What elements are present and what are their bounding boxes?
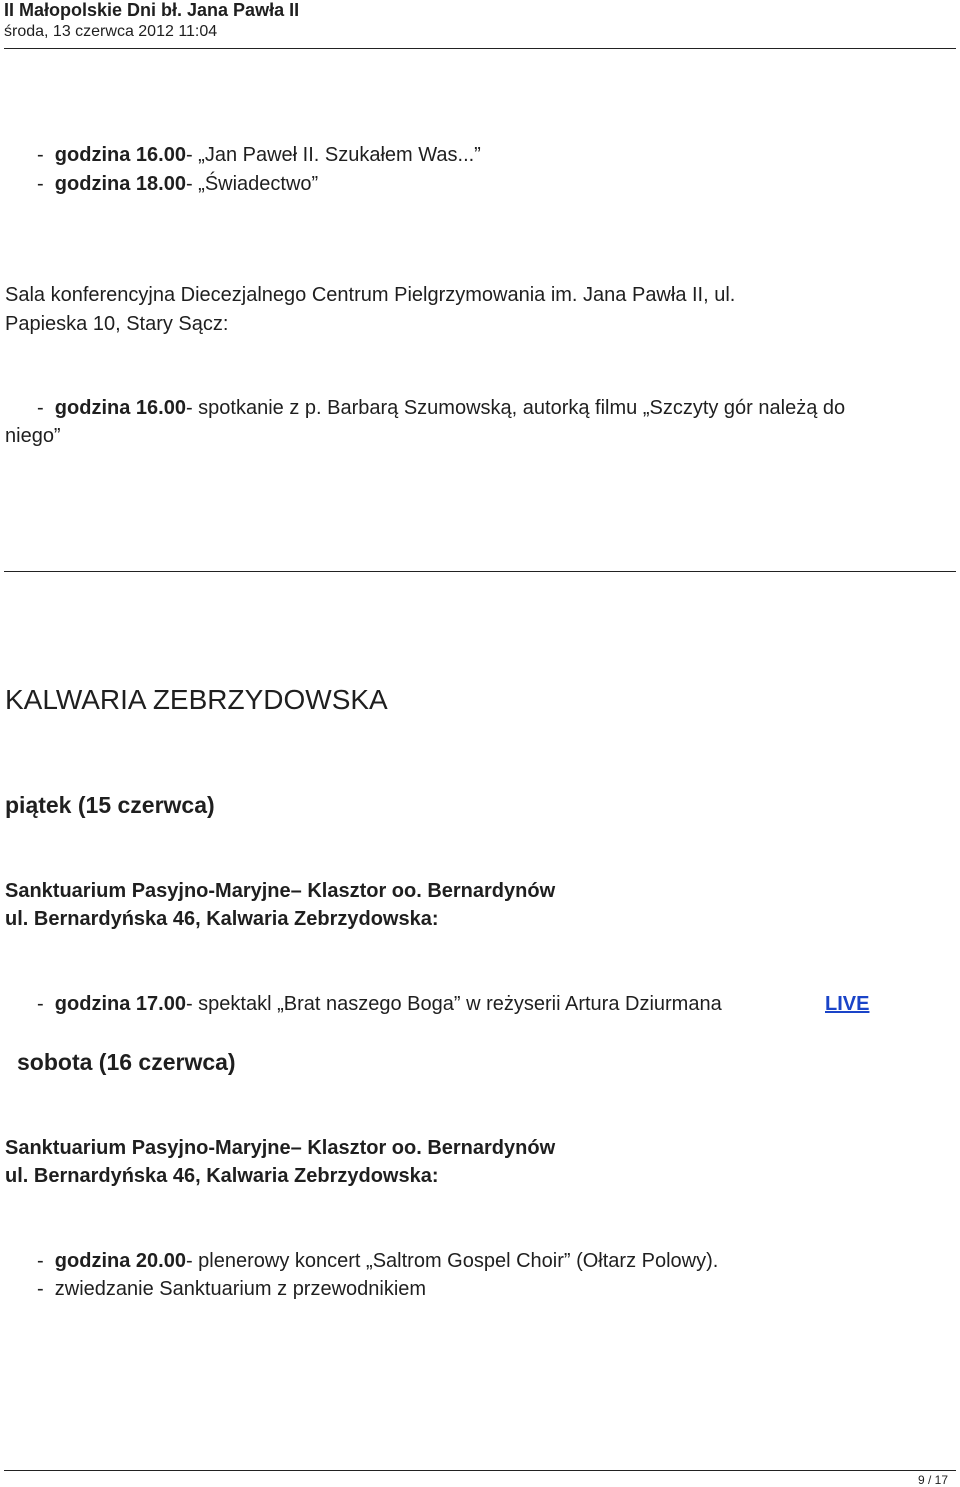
event-hour: godzina 16.00 bbox=[54, 144, 186, 166]
bullet-dash: - bbox=[37, 397, 44, 419]
event-text-continuation: niego” bbox=[5, 425, 61, 447]
event-text: - „Jan Paweł II. Szukałem Was...” bbox=[185, 144, 481, 166]
venue-line: Sanktuarium Pasyjno-Maryjne– Klasztor oo. Bernardynów bbox=[5, 1137, 556, 1159]
venue-line: Sanktuarium Pasyjno-Maryjne– Klasztor oo. Bernardynów bbox=[5, 880, 556, 902]
live-link[interactable]: LIVE bbox=[825, 993, 870, 1015]
bullet-dash: - bbox=[37, 993, 44, 1015]
event-item bbox=[37, 173, 318, 196]
event-item bbox=[37, 397, 845, 420]
bullet-dash: - bbox=[37, 1278, 44, 1300]
event-item bbox=[37, 1278, 426, 1301]
day-heading: sobota (16 czerwca) bbox=[17, 1049, 236, 1075]
header-divider bbox=[4, 48, 956, 49]
event-hour: godzina 18.00 bbox=[54, 173, 186, 195]
bullet-dash: - bbox=[37, 144, 44, 166]
section-divider bbox=[4, 571, 956, 572]
document-date: środa, 13 czerwca 2012 11:04 bbox=[4, 23, 218, 40]
event-item bbox=[37, 144, 481, 167]
bullet-dash: - bbox=[37, 173, 44, 195]
section-title: KALWARIA ZEBRZYDOWSKA bbox=[5, 684, 388, 715]
event-hour: godzina 20.00 bbox=[54, 1250, 186, 1272]
event-text: - „Świadectwo” bbox=[185, 173, 319, 195]
event-hour: godzina 16.00 bbox=[54, 397, 186, 419]
footer-divider bbox=[4, 1470, 956, 1471]
venue-line: Sala konferencyjna Diecezjalnego Centrum Pielgrzymowania im. Jana Pawła II, ul. bbox=[5, 284, 736, 306]
venue-line: Papieska 10, Stary Sącz: bbox=[5, 313, 229, 335]
event-item bbox=[37, 993, 722, 1016]
page-number: 9 / 17 bbox=[917, 1473, 948, 1487]
venue-line: ul. Bernardyńska 46, Kalwaria Zebrzydowska: bbox=[5, 908, 439, 930]
venue-line: ul. Bernardyńska 46, Kalwaria Zebrzydowska: bbox=[5, 1165, 439, 1187]
event-text: - plenerowy koncert „Saltrom Gospel Choir” (Ołtarz Polowy). bbox=[185, 1250, 719, 1272]
event-item bbox=[37, 1250, 718, 1273]
day-heading: piątek (15 czerwca) bbox=[5, 792, 215, 818]
event-text: zwiedzanie Sanktuarium z przewodnikiem bbox=[54, 1278, 427, 1300]
document-title: II Małopolskie Dni bł. Jana Pawła II bbox=[4, 0, 300, 20]
event-hour: godzina 17.00 bbox=[54, 993, 186, 1015]
event-text: - spektakl „Brat naszego Boga” w reżyserii Artura Dziurmana bbox=[185, 993, 722, 1015]
bullet-dash: - bbox=[37, 1250, 44, 1272]
event-text: - spotkanie z p. Barbarą Szumowską, autorką filmu „Szczyty gór należą do bbox=[185, 397, 846, 419]
